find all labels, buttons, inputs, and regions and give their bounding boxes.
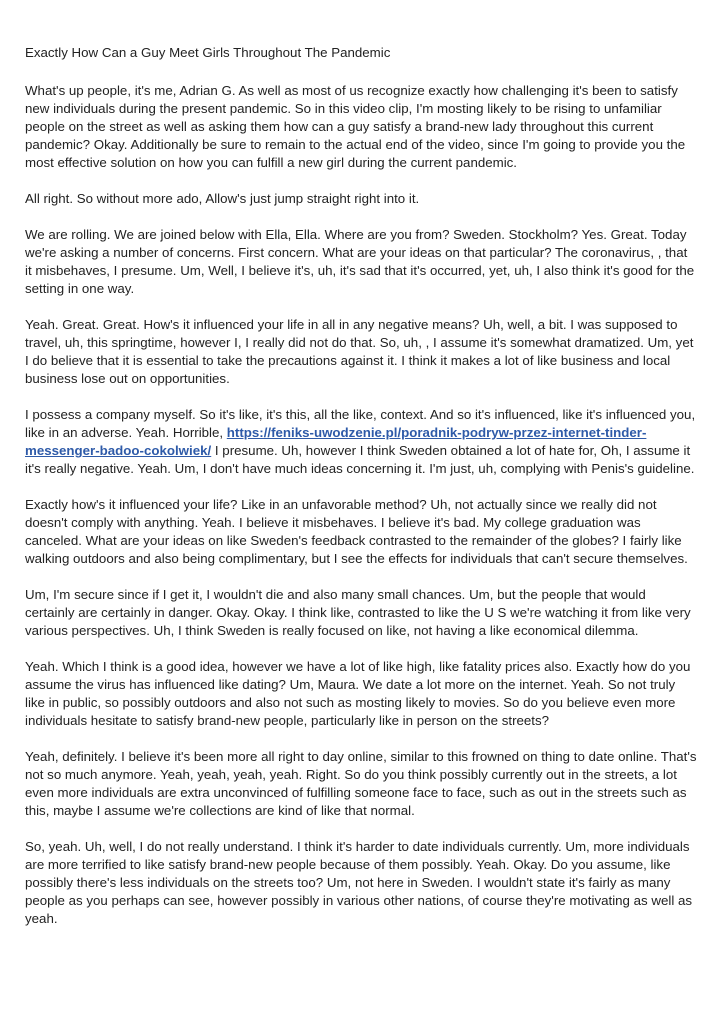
paragraph-interview-start: We are rolling. We are joined below with Ella, Ella. Where are you from? Sweden. Stockholm? Yes. Great. Today we're asking a number of concerns. First concern. What are your ideas on that particular? The coronavirus, , that it misbehaves, I presume. Um, Well, I believe it's, uh, it's sad that it's occurred, yet, uh, I also think it's good for the setting in one way. bbox=[25, 227, 695, 296]
paragraph-harder: So, yeah. Uh, well, I do not really understand. I think it's harder to date individuals currently. Um, more individuals are more terrified to like satisfy brand-new people because of them possibly. Yeah. Okay. Do you assume, like possibly there's less individuals on the streets too? Um, not here in Sweden. I wouldn't state it's fairly as many people as you perhaps can see, however possibly in various other nations, of course they're motivating as well as yeah. bbox=[25, 839, 693, 926]
link-paragraph-after: I presume. Uh, however I think Sweden obtained a lot of hate for, Oh, I assume it it's really negative. Yeah. Um, I don't have much ideas concerning it. I'm just, uh, complying with Penis's guideline. bbox=[25, 443, 695, 476]
paragraph-online: Yeah, definitely. I believe it's been more all right to day online, similar to this frowned on thing to date online. That's not so much anymore. Yeah, yeah, yeah, yeah. Right. So do you think possibly currently out in the streets, a lot even more individuals are extra unconvinced of fulfilling someone face to face, such as out in the streets such as this, maybe I assume we're collections are kind of like that normal. bbox=[25, 749, 697, 818]
paragraph-with-link bbox=[25, 406, 697, 478]
document-title: Exactly How Can a Guy Meet Girls Throughout The Pandemic bbox=[25, 45, 391, 60]
paragraph-graduation: Exactly how's it influenced your life? Like in an unfavorable method? Uh, not actually since we really did not doesn't comply with anything. Yeah. I believe it misbehaves. I believe it's bad. My college graduation was canceled. What are your ideas on like Sweden's feedback contrasted to the remainder of the globes? I fairly like walking outdoors and also being complimentary, but I see the effects for individuals that can't secure themselves. bbox=[25, 497, 688, 566]
article-link[interactable]: https://feniks-uwodzenie.pl/poradnik-podryw-przez-internet-tinder-messenger-badoo-cokolwiek/ bbox=[25, 425, 647, 458]
paragraph-jump-in: All right. So without more ado, Allow's just jump straight right into it. bbox=[25, 191, 420, 206]
paragraph-secure: Um, I'm secure since if I get it, I wouldn't die and also many small chances. Um, but the people that would certainly are certainly in danger. Okay. Okay. I think like, contrasted to like the U S we're watching it from like very various perspectives. Uh, I think Sweden is really focused on like, not having a like economical dilemma. bbox=[25, 587, 691, 638]
paragraph-dating: Yeah. Which I think is a good idea, however we have a lot of like high, like fatality prices also. Exactly how do you assume the virus has influenced like dating? Um, Maura. We date a lot more on the internet. Yeah. So not truly like in public, so possibly outdoors and also not such as mosting likely to movies. So do you believe even more individuals hesitate to satisfy brand-new people, particularly like in person on the streets? bbox=[25, 659, 691, 728]
paragraph-impact: Yeah. Great. Great. How's it influenced your life in all in any negative means? Uh, well, a bit. I was supposed to travel, uh, this springtime, however I, I really did not do that. So, uh, , I assume it's somewhat dramatized. Um, yet I do believe that it is essential to take the precautions against it. I think it makes a lot of like business and local business lose out on opportunities. bbox=[25, 317, 694, 386]
paragraph-intro: What's up people, it's me, Adrian G. As well as most of us recognize exactly how challenging it's been to satisfy new individuals during the present pandemic. So in this video clip, I'm mosting likely to be rising to unfamiliar people on the street as well as asking them how can a guy satisfy a brand-new lady throughout this current pandemic? Okay. Additionally be sure to remain to the actual end of the video, since I'm going to provide you the most effective solution on how you can fulfill a new girl during the current pandemic. bbox=[25, 83, 686, 170]
link-paragraph-before: I possess a company myself. So it's like, it's this, all the like, context. And so it's influenced, like it's influenced you, like in an adverse. Yeah. Horrible, bbox=[25, 407, 696, 440]
document-page bbox=[25, 44, 697, 946]
